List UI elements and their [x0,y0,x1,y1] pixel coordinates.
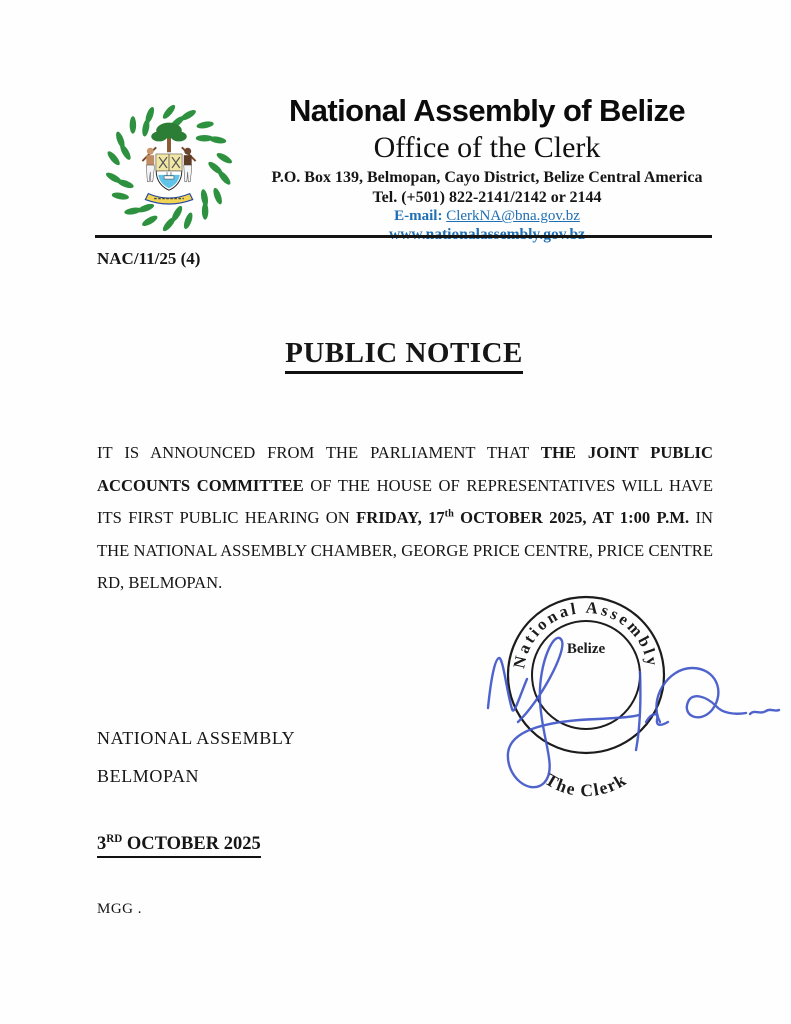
date-day: 3 [97,834,107,854]
signoff-org: NATIONAL ASSEMBLY [97,728,296,748]
reference-number: NAC/11/25 (4) [97,249,201,268]
email-link[interactable]: ClerkNA@bna.gov.bz [446,208,580,225]
seal-center-text: Belize [566,641,606,657]
clerk-initials: MGG . [97,901,143,917]
letterhead [250,94,724,243]
header-divider [95,235,712,238]
telephone-line: Tel. (+501) 822-2141/2142 or 2144 [372,188,602,206]
clerk-signature [488,638,779,787]
org-name: National Assembly of Belize [288,93,686,128]
page-title: PUBLIC NOTICE [285,337,523,374]
left-supporter [142,147,156,182]
email-label: E-mail: [394,208,443,225]
date-rest: OCTOBER 2025 [122,834,261,854]
signoff-city: BELMOPAN [97,766,200,786]
address-line: P.O. Box 139, Belmopan, Cayo District, Belize Central America [271,169,703,187]
seal-bottom-text: The Clerk [541,768,631,801]
email-line [250,208,724,225]
clerk-seal-and-signature [478,583,791,811]
motto-banner [145,194,192,204]
belize-coat-of-arms-logo [100,98,238,238]
shield [156,154,182,190]
notice-body: IT IS ANNOUNCED FROM THE PARLIAMENT THAT THE JOINT PUBLIC ACCOUNTS COMMITTEE OF THE HOUSE OF REPRESENTATIVES WILL HAVE ITS FIRST PUBLIC HEARING ON FRIDAY, 17th OCTOBER 2025, AT 1:00 P.M. IN THE NATIONAL ASSEMBLY CHAMBER, GEORGE PRICE CENTRE, PRICE CENTRE RD, BELMOPAN. [97,443,714,593]
title-row [97,337,711,374]
right-supporter [182,147,196,182]
office-title: Office of the Clerk [373,131,601,165]
date-line [97,834,261,858]
seal-top-text: National Assembly [509,597,663,670]
date-ordinal: RD [106,832,123,845]
